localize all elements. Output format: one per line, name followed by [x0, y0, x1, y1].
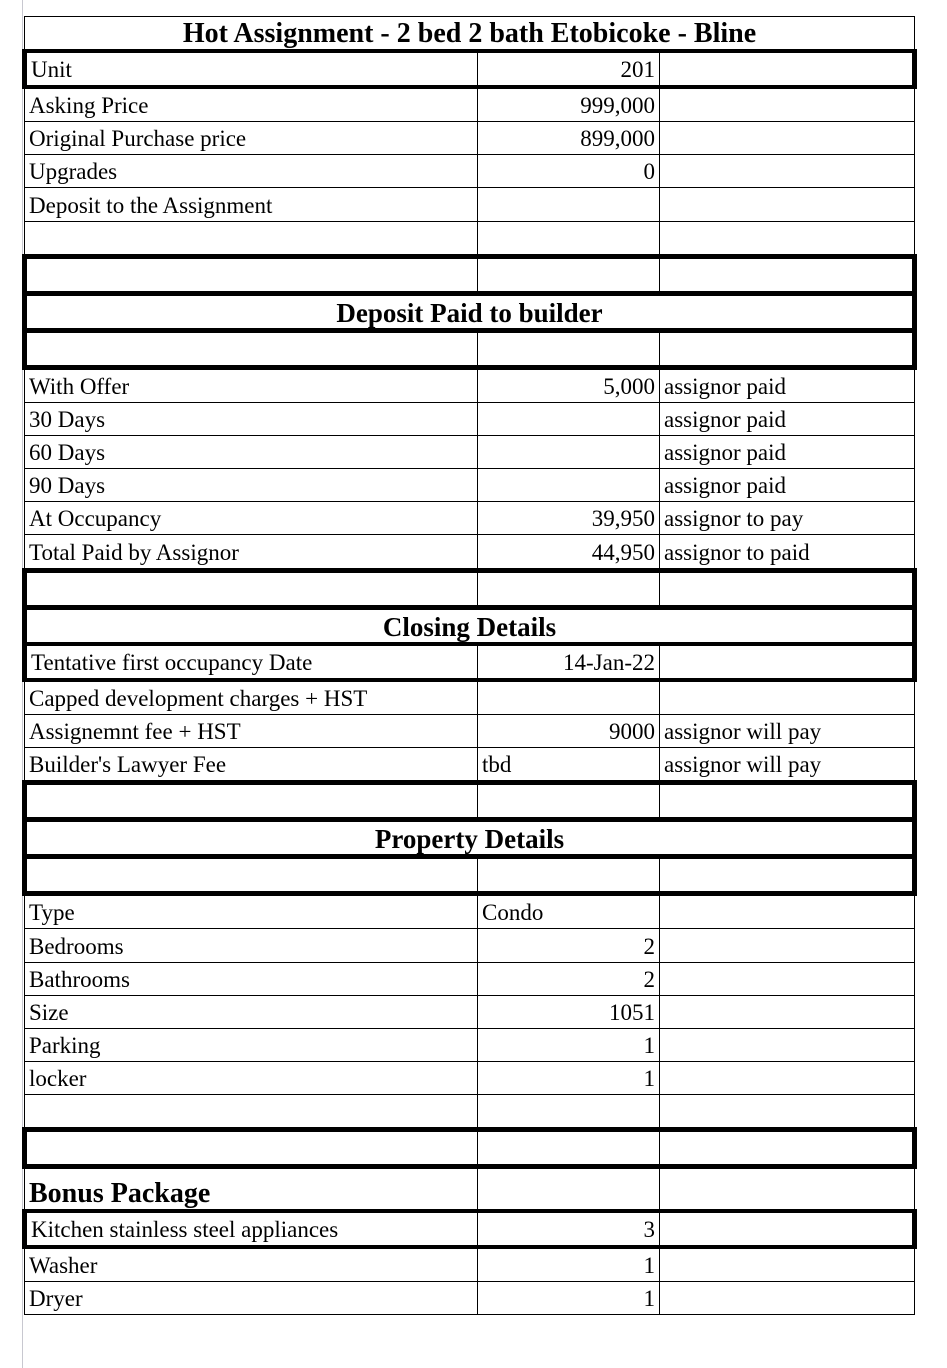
- table-row: [25, 1028, 915, 1061]
- empty-cell[interactable]: [478, 1167, 660, 1212]
- cell-value[interactable]: 1: [478, 1061, 660, 1094]
- empty-cell[interactable]: [660, 1094, 915, 1129]
- cell-label[interactable]: With Offer: [25, 367, 478, 402]
- cell-value[interactable]: 2: [478, 929, 660, 962]
- cell-label[interactable]: 90 Days: [25, 469, 478, 502]
- empty-cell[interactable]: [25, 330, 478, 367]
- empty-row: [25, 1094, 915, 1129]
- section-heading-row: [25, 820, 915, 857]
- empty-row: [25, 256, 915, 293]
- empty-cell[interactable]: [25, 857, 478, 894]
- empty-row: [25, 783, 915, 820]
- cell-value[interactable]: 14-Jan-22: [478, 644, 660, 680]
- empty-cell[interactable]: [25, 570, 478, 607]
- cell-label[interactable]: Dryer: [25, 1282, 478, 1315]
- cell-note[interactable]: [660, 962, 915, 995]
- cell-value[interactable]: 2: [478, 962, 660, 995]
- table-row: [25, 1282, 915, 1315]
- cell-label[interactable]: Builder's Lawyer Fee: [25, 747, 478, 782]
- table-row: [25, 403, 915, 436]
- empty-cell[interactable]: [25, 221, 478, 256]
- table-row: [25, 87, 915, 122]
- cell-value[interactable]: [478, 469, 660, 502]
- cell-label[interactable]: Size: [25, 995, 478, 1028]
- cell-note[interactable]: assignor to pay: [660, 502, 915, 535]
- cell-value[interactable]: [478, 680, 660, 715]
- cell-note[interactable]: [660, 87, 915, 122]
- cell-value[interactable]: 3: [478, 1211, 660, 1247]
- cell-label[interactable]: Bathrooms: [25, 962, 478, 995]
- cell-note[interactable]: [660, 188, 915, 221]
- cell-label[interactable]: Unit: [25, 51, 478, 87]
- bonus-heading[interactable]: Bonus Package: [25, 1167, 478, 1212]
- empty-cell[interactable]: [25, 1130, 478, 1167]
- table-row: [25, 1211, 915, 1247]
- table-row: [25, 894, 915, 929]
- cell-value[interactable]: tbd: [478, 747, 660, 782]
- cell-value[interactable]: 899,000: [478, 122, 660, 155]
- property-heading[interactable]: Property Details: [25, 820, 915, 857]
- cell-value[interactable]: Condo: [478, 894, 660, 929]
- cell-value[interactable]: 1: [478, 1247, 660, 1282]
- cell-label[interactable]: Upgrades: [25, 155, 478, 188]
- cell-note[interactable]: assignor to paid: [660, 535, 915, 570]
- cell-note[interactable]: [660, 155, 915, 188]
- cell-label[interactable]: Tentative first occupancy Date: [25, 644, 478, 680]
- table-row: [25, 122, 915, 155]
- table-row: [25, 155, 915, 188]
- cell-note[interactable]: assignor paid: [660, 469, 915, 502]
- cell-note[interactable]: [660, 894, 915, 929]
- empty-row: [25, 221, 915, 256]
- empty-row: [25, 570, 915, 607]
- cell-label[interactable]: Kitchen stainless steel appliances: [25, 1211, 478, 1247]
- cell-value[interactable]: 1: [478, 1282, 660, 1315]
- cell-label[interactable]: Parking: [25, 1028, 478, 1061]
- deposit-heading[interactable]: Deposit Paid to builder: [25, 293, 915, 330]
- empty-cell[interactable]: [478, 256, 660, 293]
- table-row: [25, 1061, 915, 1094]
- empty-cell[interactable]: [660, 256, 915, 293]
- cell-note[interactable]: assignor will pay: [660, 747, 915, 782]
- empty-cell[interactable]: [478, 330, 660, 367]
- cell-note[interactable]: [660, 995, 915, 1028]
- title-row: [25, 17, 915, 52]
- table-row: [25, 962, 915, 995]
- table-row: [25, 680, 915, 715]
- cell-label[interactable]: Deposit to the Assignment: [25, 188, 478, 221]
- cell-label[interactable]: Capped development charges + HST: [25, 680, 478, 715]
- table-row: [25, 1247, 915, 1282]
- cell-note[interactable]: [660, 51, 915, 87]
- cell-note[interactable]: [660, 1282, 915, 1315]
- cell-label[interactable]: Asking Price: [25, 87, 478, 122]
- empty-cell[interactable]: [478, 1094, 660, 1129]
- empty-cell[interactable]: [478, 857, 660, 894]
- cell-label[interactable]: Total Paid by Assignor: [25, 535, 478, 570]
- cell-label[interactable]: locker: [25, 1061, 478, 1094]
- table-row: [25, 188, 915, 221]
- empty-cell[interactable]: [478, 570, 660, 607]
- cell-note[interactable]: [660, 644, 915, 680]
- cell-label[interactable]: Washer: [25, 1247, 478, 1282]
- empty-row: [25, 1130, 915, 1167]
- sheet-title[interactable]: Hot Assignment - 2 bed 2 bath Etobicoke - Bline: [25, 17, 915, 52]
- cell-value[interactable]: 39,950: [478, 502, 660, 535]
- empty-cell[interactable]: [660, 857, 915, 894]
- table-row: [25, 367, 915, 402]
- empty-cell[interactable]: [660, 1130, 915, 1167]
- cell-note[interactable]: [660, 1247, 915, 1282]
- cell-note[interactable]: [660, 1211, 915, 1247]
- table-row: [25, 714, 915, 747]
- cell-value[interactable]: 44,950: [478, 535, 660, 570]
- table-row: [25, 929, 915, 962]
- empty-cell[interactable]: [478, 1130, 660, 1167]
- empty-cell[interactable]: [660, 570, 915, 607]
- empty-row: [25, 330, 915, 367]
- cell-note[interactable]: assignor paid: [660, 436, 915, 469]
- cell-note[interactable]: assignor paid: [660, 403, 915, 436]
- cell-value[interactable]: 1051: [478, 995, 660, 1028]
- cell-note[interactable]: [660, 1061, 915, 1094]
- empty-cell[interactable]: [660, 330, 915, 367]
- empty-cell[interactable]: [660, 221, 915, 256]
- table-row: [25, 644, 915, 680]
- cell-value[interactable]: [478, 436, 660, 469]
- table-row: [25, 502, 915, 535]
- empty-cell[interactable]: [25, 1094, 478, 1129]
- cell-note[interactable]: [660, 929, 915, 962]
- empty-cell[interactable]: [25, 256, 478, 293]
- cell-label[interactable]: 30 Days: [25, 403, 478, 436]
- cell-value[interactable]: 999,000: [478, 87, 660, 122]
- cell-value[interactable]: [478, 403, 660, 436]
- cell-note[interactable]: [660, 122, 915, 155]
- table-row: [25, 535, 915, 570]
- table-row: [25, 51, 915, 87]
- table-row: [25, 436, 915, 469]
- cell-label[interactable]: Original Purchase price: [25, 122, 478, 155]
- cell-note[interactable]: [660, 680, 915, 715]
- section-heading-row: [25, 607, 915, 644]
- cell-note[interactable]: [660, 1028, 915, 1061]
- cell-value[interactable]: 201: [478, 51, 660, 87]
- table-row: [25, 995, 915, 1028]
- cell-value[interactable]: 9000: [478, 714, 660, 747]
- cell-label[interactable]: 60 Days: [25, 436, 478, 469]
- cell-note[interactable]: assignor will pay: [660, 714, 915, 747]
- empty-row: [25, 857, 915, 894]
- empty-cell[interactable]: [478, 783, 660, 820]
- bonus-heading-row: [25, 1167, 915, 1212]
- cell-label[interactable]: Bedrooms: [25, 929, 478, 962]
- cell-note[interactable]: assignor paid: [660, 367, 915, 402]
- closing-heading[interactable]: Closing Details: [25, 607, 915, 644]
- assignment-table: [22, 16, 917, 1315]
- cell-label[interactable]: At Occupancy: [25, 502, 478, 535]
- cell-value[interactable]: 5,000: [478, 367, 660, 402]
- cell-label[interactable]: Assignemnt fee + HST: [25, 714, 478, 747]
- table-row: [25, 747, 915, 782]
- empty-cell[interactable]: [660, 1167, 915, 1212]
- empty-cell[interactable]: [25, 783, 478, 820]
- section-heading-row: [25, 293, 915, 330]
- cell-value[interactable]: [478, 188, 660, 221]
- cell-label[interactable]: Type: [25, 894, 478, 929]
- empty-cell[interactable]: [660, 783, 915, 820]
- empty-cell[interactable]: [478, 221, 660, 256]
- cell-value[interactable]: 0: [478, 155, 660, 188]
- table-row: [25, 469, 915, 502]
- cell-value[interactable]: 1: [478, 1028, 660, 1061]
